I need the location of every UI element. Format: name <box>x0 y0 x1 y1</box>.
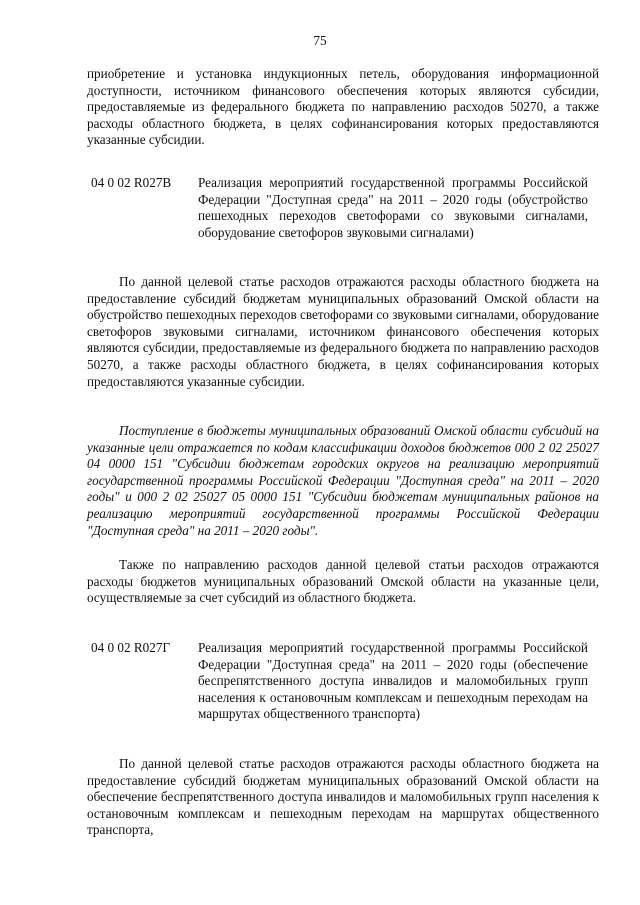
paragraph-municipal-expenses: Также по направлению расходов данной целевой статьи расходов отражаются расходы бюджетов муниципальных образований Омской области на указанные цели, осуществляемые за счет субсидий из областного бюджета. <box>87 557 599 606</box>
paragraph-expenses-r027g: По данной целевой статье расходов отражаются расходы областного бюджета на предоставление субсидий бюджетам муниципальных образований Омской области на обеспечение беспрепятственного доступа инвалидов и маломобильных групп населения к остановочным комплексам и пешеходным переходам на маршрутах общественного транспорта, <box>87 756 599 838</box>
article-code-r027v: 04 0 02 R027В <box>91 175 172 190</box>
paragraph-continuation: приобретение и установка индукционных петель, оборудования информационной доступности, источником финансового обеспечения которых являются субсидии, предоставляемые из федерального бюджета по направлению расходов 50270, а также расходы областного бюджета, в целях софинансирования которых предоставляются указанные субсидии. <box>87 66 599 148</box>
paragraph-expenses-r027v: По данной целевой статье расходов отражаются расходы областного бюджета на предоставление субсидий бюджетам муниципальных образований Омской области на обустройство пешеходных переходов светофорами со звуковыми сигналами, оборудование светофоров звуковыми сигналами, источником финансового обеспечения которых являются субсидии, предоставляемые из федерального бюджета по направлению расходов 50270, а также расходы областного бюджета, в целях софинансирования которых предоставляются указанные субсидии. <box>87 274 599 389</box>
article-title-r027v: Реализация мероприятий государственной программы Российской Федерации "Доступная среда" на 2011 – 2020 годы (обустройство пешеходных переходов светофорами со звуковыми сигналами, оборудование светофоров звуковыми сигналами) <box>198 175 588 240</box>
article-code-r027g: 04 0 02 R027Г <box>91 640 171 655</box>
article-title-r027g: Реализация мероприятий государственной программы Российской Федерации "Доступная среда" на 2011 – 2020 годы (обеспечение беспрепятственного доступа инвалидов и маломобильных групп населения к остановочным комплексам и пешеходным переходам на маршрутах общественного транспорта) <box>198 640 588 722</box>
page-number: 75 <box>313 33 327 48</box>
paragraph-income-codes: Поступление в бюджеты муниципальных образований Омской области субсидий на указанные цели отражается по кодам классификации доходов бюджетов 000 2 02 25027 04 0000 151 "Субсидии бюджетам городских округов на реализацию мероприятий государственной программы Российской Федерации "Доступная среда" на 2011 – 2020 годы" и 000 2 02 25027 05 0000 151 "Субсидии бюджетам муниципальных районов на реализацию мероприятий государственной программы Российской Федерации "Доступная среда" на 2011 – 2020 годы". <box>87 423 599 538</box>
